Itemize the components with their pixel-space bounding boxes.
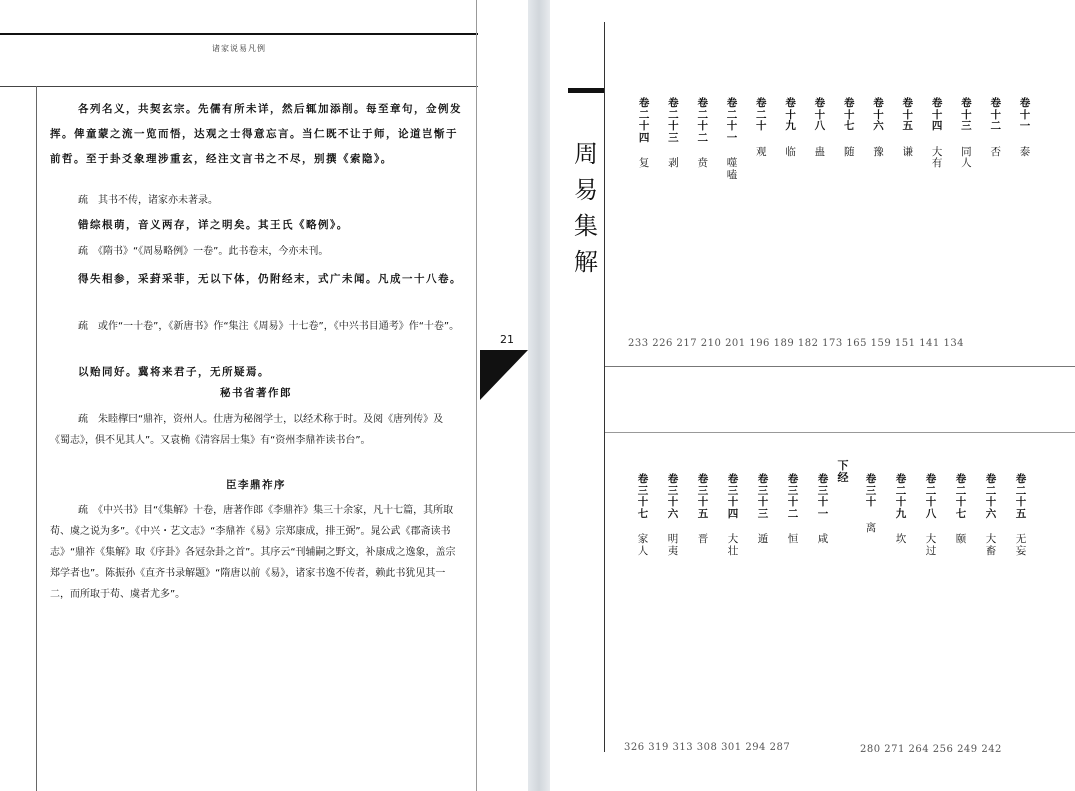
running-head: 诸家说易凡例 <box>212 44 266 53</box>
lower-page-numbers-right: 280 271 264 256 249 242 <box>860 744 1002 755</box>
toc-entry <box>923 474 939 557</box>
paragraph-main: 各列名义，共契玄宗。先儒有所未详，然后辄加添削。每至章句，佥例发挥。俾童蒙之流一览而悟，达观之士得意忘言。当仁既不让于师，论道岂惭于前哲。至于卦爻象理涉重玄，经注文言书之不尽，别撰《索隐》。 <box>50 103 462 165</box>
paragraph-commentary: 疏 《隋书》“《周易略例》一卷”。此书卷末，今亦未刊。 <box>78 246 329 257</box>
volume-label: 卷 三 十 一 <box>817 473 829 520</box>
top-rule <box>0 33 478 35</box>
hexagram-name: 随 <box>843 145 855 158</box>
volume-label: 卷 二 十 五 <box>1015 473 1027 520</box>
volume-label: 卷 十 一 <box>1019 97 1031 132</box>
hexagram-name: 遁 <box>757 533 769 545</box>
volume-label: 卷 十 九 <box>785 97 796 132</box>
hexagram-name: 泰 <box>1019 145 1031 158</box>
toc-entry <box>983 474 999 557</box>
volume-label: 卷 二 十 三 <box>668 97 679 144</box>
volume-label: 卷 二 十 <box>756 97 767 132</box>
title-char: 周 <box>574 140 598 168</box>
hexagram-name: 复 <box>638 157 650 169</box>
hexagram-name: 坎 <box>895 533 907 545</box>
hexagram-name: 剥 <box>668 157 679 169</box>
toc-entry <box>635 474 651 557</box>
volume-label: 卷 十 八 <box>814 97 826 132</box>
toc-entry <box>725 474 741 557</box>
volume-label: 卷 三 十 五 <box>697 473 709 520</box>
hexagram-name: 观 <box>756 145 767 158</box>
toc-entry <box>665 98 681 170</box>
title-char: 集 <box>574 212 598 240</box>
toc-entry <box>695 474 711 546</box>
paragraph-commentary: 疏 其书不传，诸家亦未著录。 <box>78 195 218 206</box>
hexagram-name: 谦 <box>902 145 914 158</box>
xiajing-label: 下 经 <box>837 459 849 484</box>
volume-label: 卷 三 十 四 <box>727 473 739 520</box>
toc-entry <box>988 98 1004 158</box>
volume-label: 卷 十 四 <box>931 97 943 132</box>
paragraph-commentary: 疏 朱睦㮮曰“鼎祚，资州人。仕唐为秘阁学士，以经术称于时。及阅《唐列传》及《蜀志》，俱不见其人”。又袁桷《清容居士集》有“资州李鼎祚读书台”。 <box>50 414 444 446</box>
volume-label: 卷 二 十 九 <box>895 473 907 520</box>
toc-entry <box>958 98 974 170</box>
hexagram-name: 离 <box>865 521 877 534</box>
volume-label: 卷 二 十 一 <box>726 97 738 144</box>
volume-label: 卷 三 十 三 <box>757 473 769 520</box>
hexagram-name: 大 过 <box>925 533 937 557</box>
header-rule <box>0 86 478 87</box>
section-rule <box>605 432 1075 433</box>
title-char: 易 <box>574 176 598 204</box>
hexagram-name: 咸 <box>817 533 829 545</box>
hexagram-name: 同 人 <box>961 145 972 169</box>
volume-label: 卷 二 十 六 <box>985 473 997 520</box>
volume-label: 卷 十 五 <box>902 97 914 132</box>
hexagram-name: 无 妄 <box>1015 533 1027 557</box>
upper-page-numbers: 233 226 217 210 201 196 189 182 173 165 159 151 141 134 <box>628 338 965 349</box>
hexagram-name: 贲 <box>697 157 708 169</box>
hexagram-name: 临 <box>785 145 796 158</box>
hexagram-name: 恒 <box>787 533 799 545</box>
page-number: 21 <box>500 333 514 346</box>
toc-entry <box>753 98 769 158</box>
left-margin-rule <box>36 86 37 791</box>
toc-entry <box>755 474 771 546</box>
subheading: 臣李鼎祚序 <box>226 479 286 491</box>
toc-entry <box>785 474 801 546</box>
volume-label: 卷 三 十 七 <box>637 473 649 520</box>
toc-entry <box>815 474 831 546</box>
toc-entry <box>1013 474 1029 557</box>
toc-entry <box>900 98 916 158</box>
toc-entry <box>665 474 681 557</box>
volume-label: 卷 二 十 七 <box>955 473 967 520</box>
volume-label: 卷 十 六 <box>873 97 884 132</box>
toc-entry <box>863 474 879 534</box>
hexagram-name: 蛊 <box>814 145 826 158</box>
volume-label: 卷 二 十 八 <box>925 473 937 520</box>
lower-page-numbers-left: 326 319 313 308 301 294 287 <box>624 742 791 753</box>
toc-entry <box>841 98 857 158</box>
toc-entry <box>695 98 711 170</box>
volume-label: 卷 二 十 二 <box>697 97 708 144</box>
hexagram-name: 豫 <box>873 145 884 158</box>
toc-entry <box>812 98 828 158</box>
hexagram-name: 大 壮 <box>727 533 739 557</box>
page-divider-strip[interactable] <box>528 0 550 791</box>
toc-entry <box>783 98 799 158</box>
title-char: 解 <box>574 248 598 276</box>
volume-label: 卷 十 七 <box>843 97 855 132</box>
toc-entry <box>871 98 887 158</box>
vertical-rule <box>604 22 605 752</box>
page-edge-rule <box>476 0 477 791</box>
toc-entry <box>953 474 969 546</box>
hexagram-name: 否 <box>990 145 1001 158</box>
volume-label: 卷 三 十 六 <box>667 473 679 520</box>
section-rule <box>605 366 1075 367</box>
paragraph-main: 错综根萌，音义两存，详之明矣。其王氏《略例》。 <box>78 219 349 231</box>
paragraph-main: 得失相参，采葑采菲，无以下体，仍附经末，式广未闻。凡成一十八卷。 <box>78 273 462 285</box>
toc-entry <box>1017 98 1033 158</box>
volume-label: 卷 三 十 二 <box>787 473 799 520</box>
volume-label: 卷 二 十 四 <box>638 97 650 144</box>
toc-entry <box>893 474 909 546</box>
toc-entry <box>929 98 945 170</box>
hexagram-name: 晋 <box>697 533 709 545</box>
left-page <box>0 0 478 791</box>
hexagram-name: 颐 <box>955 533 967 545</box>
hexagram-name: 家 人 <box>637 533 649 557</box>
hexagram-name: 大 畜 <box>985 533 997 557</box>
volume-label: 卷 十 三 <box>961 97 972 132</box>
subheading: 秘书省著作郎 <box>220 387 292 399</box>
hexagram-name: 大 有 <box>931 145 943 169</box>
paragraph-commentary: 疏 或作“一十卷”，《新唐书》作“集注《周易》十七卷”，《中兴书目通考》作“十卷”。 <box>78 321 460 332</box>
hexagram-name: 明 夷 <box>667 533 679 557</box>
volume-label: 卷 三 十 <box>865 473 877 508</box>
paragraph-commentary: 疏 《中兴书》目“《集解》十卷，唐著作郎《李鼎祚》集三十余家，凡十七篇，其所取荀、虞之说为多”。《中兴・艺文志》“李鼎祚《易》宗郑康成，排王弼”。晁公武《郡斋读书志》“鼎祚《集解》取《序卦》各冠杂卦之首”。其序云“刊辅嗣之野文，补康成之逸象，盖宗郑学者也”。陈振孙《直齐书录解题》“隋唐以前《易》，诸家书逸不传者，赖此书犹见其一二，而所取于荀、虞者尤多”。 <box>50 505 456 600</box>
corner-triangle <box>480 350 528 400</box>
volume-label: 卷 十 二 <box>990 97 1001 132</box>
paragraph-main: 以贻同好。冀将来君子，无所疑焉。 <box>78 366 270 378</box>
hexagram-name: 噬 嗑 <box>726 157 738 181</box>
toc-entry <box>724 98 740 181</box>
toc-entry <box>636 98 652 170</box>
